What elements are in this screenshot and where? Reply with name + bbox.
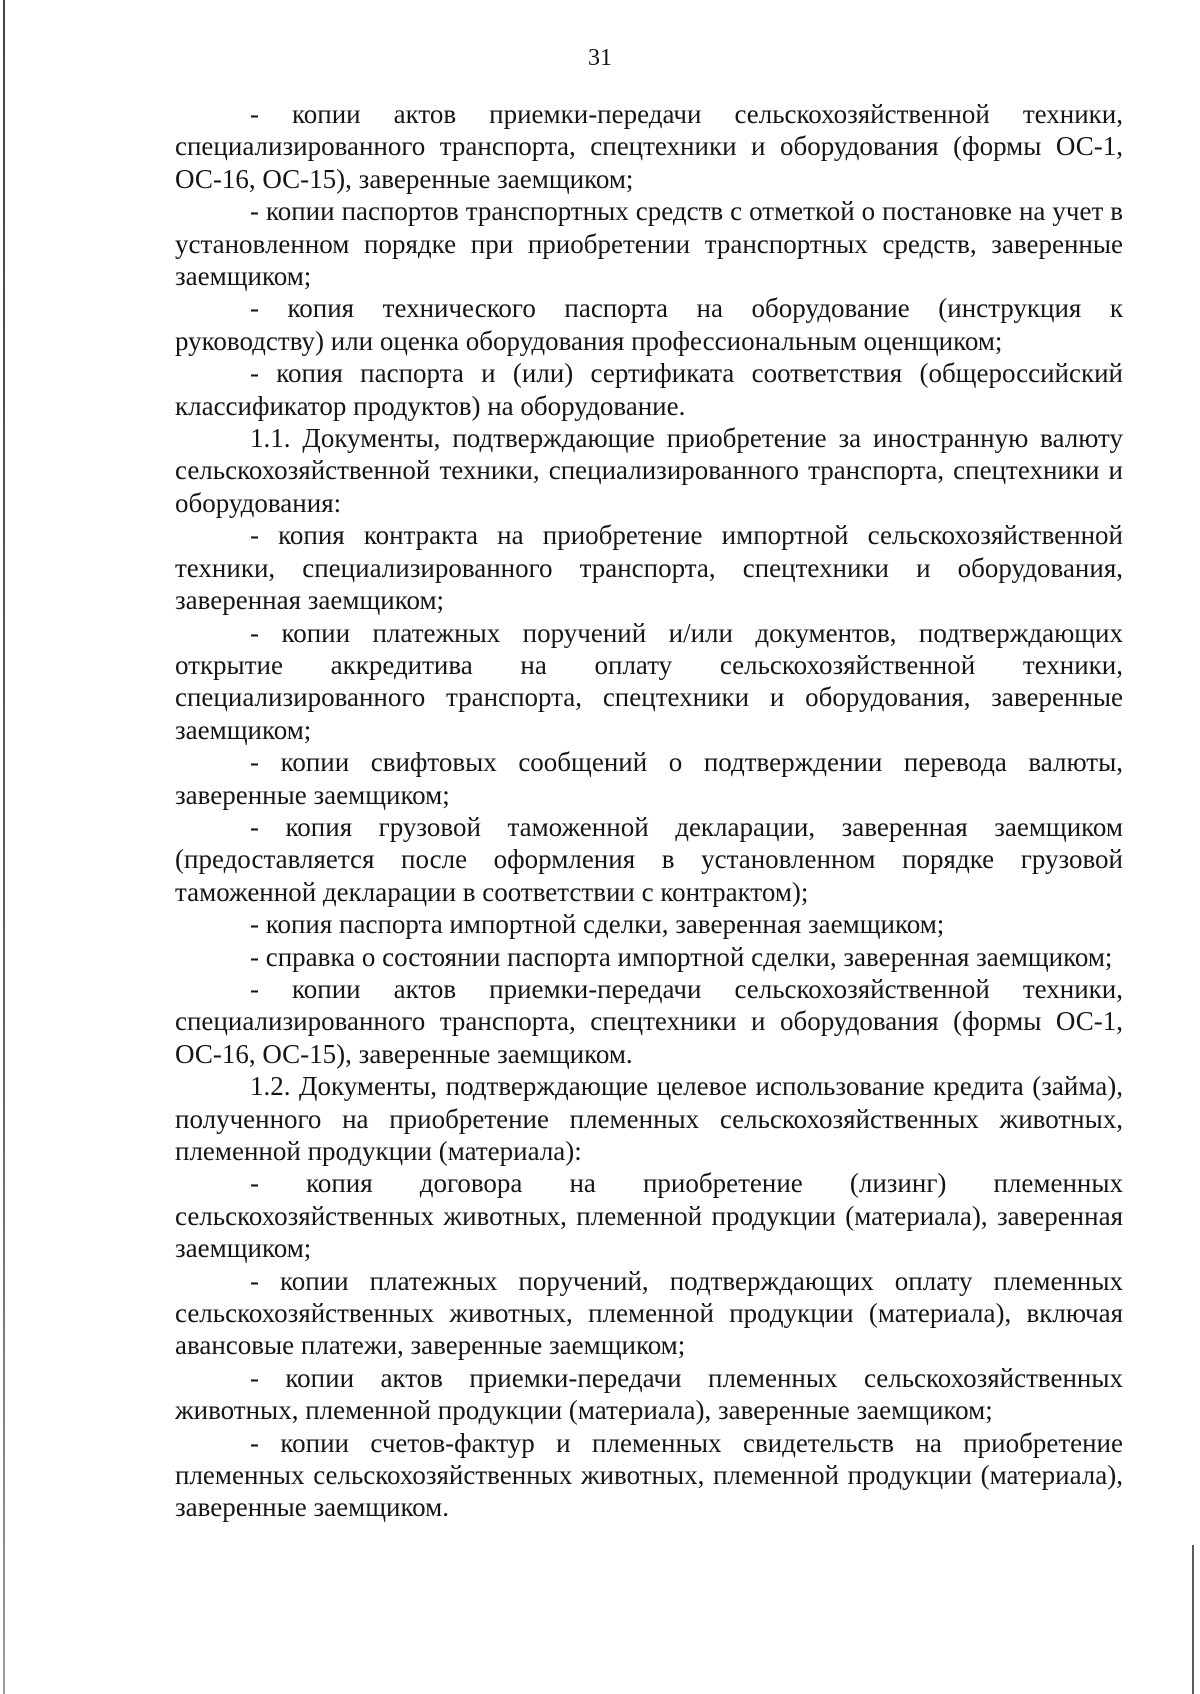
paragraph-leasing-contract: - копия договора на приобретение (лизинг) племенных сельскохозяйственных животных, племенной продукции (материала), заверенная заемщиком; xyxy=(175,1168,1123,1264)
paragraph-conformity-certificate: - копия паспорта и (или) сертификата соответствия (общероссийский классификатор продуктов) на оборудование. xyxy=(175,358,1123,421)
paragraph-swift-messages: - копии свифтовых сообщений о подтверждении перевода валюты, заверенные заемщиком; xyxy=(175,747,1123,810)
paragraph-import-contract: - копия контракта на приобретение импортной сельскохозяйственной техники, специализированного транспорта, спецтехники и оборудования, заверенная заемщиком; xyxy=(175,520,1123,616)
paragraph-payment-orders-letter-of-credit: - копии платежных поручений и/или документов, подтверждающих открытие аккредитива на оплату сельскохозяйственной техники, специализированного транспорта, спецтехники и оборудования, заверенные заемщиком; xyxy=(175,617,1123,745)
paragraph-deal-passport-status: - справка о состоянии паспорта импортной сделки, заверенная заемщиком; xyxy=(250,941,1113,972)
scan-edge-left xyxy=(3,0,5,1694)
paragraph-invoices-certificates: - копии счетов-фактур и племенных свидетельств на приобретение племенных сельскохозяйственных животных, племенной продукции (материала), заверенные заемщиком. xyxy=(175,1427,1123,1523)
page-number: 31 xyxy=(588,45,612,71)
paragraph-section-1-2: 1.2. Документы, подтверждающие целевое использование кредита (займа), полученного на приобретение племенных сельскохозяйственных животных, племенной продукции (материала): xyxy=(175,1071,1123,1166)
paragraph-import-deal-passport: - копия паспорта импортной сделки, заверенная заемщиком; xyxy=(250,909,945,940)
paragraph-technical-passport: - копия технического паспорта на оборудование (инструкция к руководству) или оценка оборудования профессиональным оценщиком; xyxy=(175,293,1123,356)
paragraph-acts-acceptance-import: - копии актов приемки-передачи сельскохозяйственной техники, специализированного транспорта, спецтехники и оборудования (формы ОС-1, ОС-16, ОС-15), заверенные заемщиком. xyxy=(175,973,1123,1069)
paragraph-breeding-acceptance-acts: - копии актов приемки-передачи племенных сельскохозяйственных животных, племенной продукции (материала), заверенные заемщиком; xyxy=(175,1362,1123,1426)
paragraph-vehicle-passports: - копии паспортов транспортных средств с отметкой о постановке на учет в установленном порядке при приобретении транспортных средств, заверенные заемщиком; xyxy=(175,196,1123,292)
paragraph-acts-acceptance: - копии актов приемки-передачи сельскохозяйственной техники, специализированного транспорта, спецтехники и оборудования (формы ОС-1, ОС-16, ОС-15), заверенные заемщиком; xyxy=(175,99,1123,194)
paragraph-breeding-payment-orders: - копии платежных поручений, подтверждающих оплату племенных сельскохозяйственных животных, племенной продукции (материала), включая авансовые платежи, заверенные заемщиком; xyxy=(175,1265,1123,1361)
scan-edge-right xyxy=(1192,1545,1194,1694)
paragraph-section-1-1: 1.1. Документы, подтверждающие приобретение за иностранную валюту сельскохозяйственной техники, специализированного транспорта, спецтехники и оборудования: xyxy=(175,423,1123,518)
body-text xyxy=(175,98,1123,1524)
paragraph-customs-declaration: - копия грузовой таможенной декларации, заверенная заемщиком (предоставляется после оформления в установленном порядке грузовой таможенной декларации в соответствии с контрактом); xyxy=(175,811,1123,907)
